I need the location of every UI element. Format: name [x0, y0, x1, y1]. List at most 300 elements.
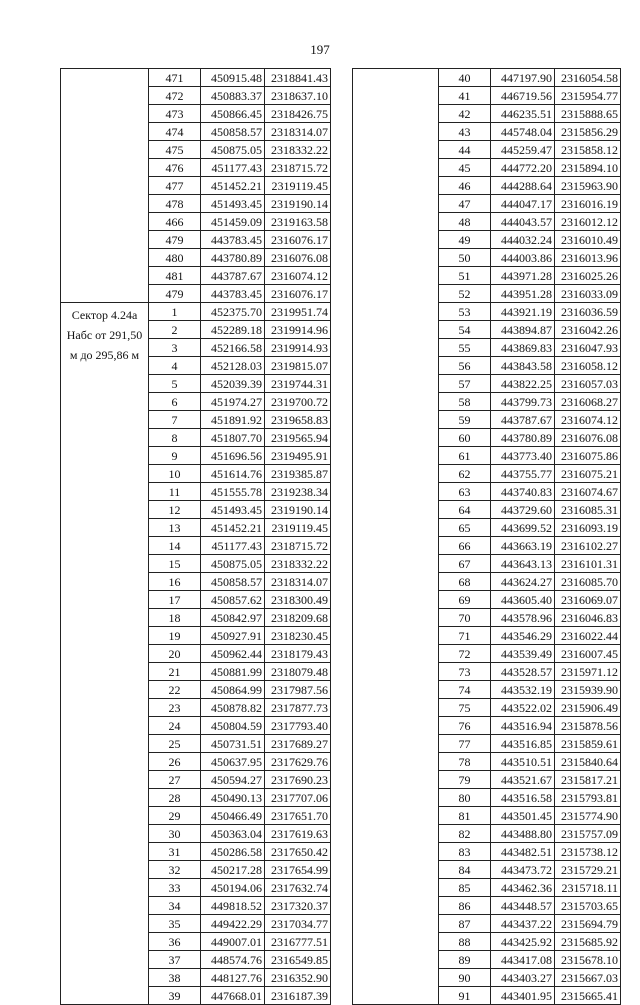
point-number-cell: 37 — [149, 951, 201, 969]
x-coordinate-cell: 451493.45 — [201, 501, 265, 519]
y-coordinate-cell: 2318426.75 — [265, 105, 331, 123]
point-number-cell: 30 — [149, 825, 201, 843]
y-coordinate-cell: 2315694.79 — [555, 915, 621, 933]
y-coordinate-cell: 2316075.86 — [555, 447, 621, 465]
x-coordinate-cell: 450875.05 — [201, 141, 265, 159]
x-coordinate-cell: 448127.76 — [201, 969, 265, 987]
y-coordinate-cell: 2316047.93 — [555, 339, 621, 357]
x-coordinate-cell: 443699.52 — [491, 519, 555, 537]
point-number-cell: 473 — [149, 105, 201, 123]
y-coordinate-cell: 2317320.37 — [265, 897, 331, 915]
point-number-cell: 58 — [439, 393, 491, 411]
x-coordinate-cell: 451452.21 — [201, 177, 265, 195]
point-number-cell: 476 — [149, 159, 201, 177]
point-number-cell: 41 — [439, 87, 491, 105]
y-coordinate-cell: 2317689.27 — [265, 735, 331, 753]
x-coordinate-cell: 451807.70 — [201, 429, 265, 447]
y-coordinate-cell: 2315906.49 — [555, 699, 621, 717]
point-number-cell: 56 — [439, 357, 491, 375]
point-number-cell: 31 — [149, 843, 201, 861]
y-coordinate-cell: 2319565.94 — [265, 429, 331, 447]
x-coordinate-cell: 443539.49 — [491, 645, 555, 663]
y-coordinate-cell: 2318179.43 — [265, 645, 331, 663]
point-number-cell: 81 — [439, 807, 491, 825]
y-coordinate-cell: 2315963.90 — [555, 177, 621, 195]
y-coordinate-cell: 2319815.07 — [265, 357, 331, 375]
y-coordinate-cell: 2318300.49 — [265, 591, 331, 609]
x-coordinate-cell: 451614.76 — [201, 465, 265, 483]
x-coordinate-cell: 450490.13 — [201, 789, 265, 807]
y-coordinate-cell: 2316352.90 — [265, 969, 331, 987]
y-coordinate-cell: 2315939.90 — [555, 681, 621, 699]
x-coordinate-cell: 450927.91 — [201, 627, 265, 645]
y-coordinate-cell: 2318637.10 — [265, 87, 331, 105]
y-coordinate-cell: 2317987.56 — [265, 681, 331, 699]
x-coordinate-cell: 443822.25 — [491, 375, 555, 393]
y-coordinate-cell: 2318715.72 — [265, 537, 331, 555]
point-number-cell: 66 — [439, 537, 491, 555]
x-coordinate-cell: 443403.27 — [491, 969, 555, 987]
y-coordinate-cell: 2315678.10 — [555, 951, 621, 969]
x-coordinate-cell: 443510.51 — [491, 753, 555, 771]
point-number-cell: 42 — [439, 105, 491, 123]
point-number-cell: 475 — [149, 141, 201, 159]
y-coordinate-cell: 2316075.21 — [555, 465, 621, 483]
x-coordinate-cell: 444047.17 — [491, 195, 555, 213]
x-coordinate-cell: 451891.92 — [201, 411, 265, 429]
point-number-cell: 32 — [149, 861, 201, 879]
page-number: 197 — [310, 42, 330, 57]
point-number-cell: 63 — [439, 483, 491, 501]
point-number-cell: 27 — [149, 771, 201, 789]
x-coordinate-cell: 450842.97 — [201, 609, 265, 627]
y-coordinate-cell: 2319163.58 — [265, 213, 331, 231]
x-coordinate-cell: 443773.40 — [491, 447, 555, 465]
y-coordinate-cell: 2316022.44 — [555, 627, 621, 645]
coordinates-table-right — [352, 68, 621, 1005]
point-number-cell: 71 — [439, 627, 491, 645]
x-coordinate-cell: 443663.19 — [491, 537, 555, 555]
y-coordinate-cell: 2315718.11 — [555, 879, 621, 897]
y-coordinate-cell: 2319914.96 — [265, 321, 331, 339]
x-coordinate-cell: 443843.58 — [491, 357, 555, 375]
y-coordinate-cell: 2316101.31 — [555, 555, 621, 573]
x-coordinate-cell: 450883.37 — [201, 87, 265, 105]
point-number-cell: 6 — [149, 393, 201, 411]
x-coordinate-cell: 451177.43 — [201, 537, 265, 555]
x-coordinate-cell: 443522.02 — [491, 699, 555, 717]
y-coordinate-cell: 2316777.51 — [265, 933, 331, 951]
point-number-cell: 11 — [149, 483, 201, 501]
point-number-cell: 472 — [149, 87, 201, 105]
x-coordinate-cell: 446235.51 — [491, 105, 555, 123]
x-coordinate-cell: 450363.04 — [201, 825, 265, 843]
point-number-cell: 13 — [149, 519, 201, 537]
x-coordinate-cell: 449422.29 — [201, 915, 265, 933]
x-coordinate-cell: 443971.28 — [491, 267, 555, 285]
x-coordinate-cell: 450962.44 — [201, 645, 265, 663]
x-coordinate-cell: 450217.28 — [201, 861, 265, 879]
x-coordinate-cell: 443643.13 — [491, 555, 555, 573]
x-coordinate-cell: 443501.45 — [491, 807, 555, 825]
x-coordinate-cell: 450858.57 — [201, 123, 265, 141]
y-coordinate-cell: 2319119.45 — [265, 177, 331, 195]
y-coordinate-cell: 2316010.49 — [555, 231, 621, 249]
point-number-cell: 29 — [149, 807, 201, 825]
x-coordinate-cell: 450594.27 — [201, 771, 265, 789]
point-number-cell: 83 — [439, 843, 491, 861]
x-coordinate-cell: 451459.09 — [201, 213, 265, 231]
point-number-cell: 44 — [439, 141, 491, 159]
point-number-cell: 8 — [149, 429, 201, 447]
point-number-cell: 67 — [439, 555, 491, 573]
x-coordinate-cell: 443894.87 — [491, 321, 555, 339]
point-number-cell: 28 — [149, 789, 201, 807]
point-number-cell: 62 — [439, 465, 491, 483]
point-number-cell: 474 — [149, 123, 201, 141]
y-coordinate-cell: 2317654.99 — [265, 861, 331, 879]
x-coordinate-cell: 450878.82 — [201, 699, 265, 717]
y-coordinate-cell: 2318332.22 — [265, 555, 331, 573]
x-coordinate-cell: 449818.52 — [201, 897, 265, 915]
x-coordinate-cell: 450286.58 — [201, 843, 265, 861]
y-coordinate-cell: 2315729.21 — [555, 861, 621, 879]
point-number-cell: 40 — [439, 69, 491, 87]
point-number-cell: 14 — [149, 537, 201, 555]
x-coordinate-cell: 451452.21 — [201, 519, 265, 537]
y-coordinate-cell: 2315817.21 — [555, 771, 621, 789]
y-coordinate-cell: 2319385.87 — [265, 465, 331, 483]
point-number-cell: 73 — [439, 663, 491, 681]
point-number-cell: 1 — [149, 303, 201, 321]
x-coordinate-cell: 443417.08 — [491, 951, 555, 969]
x-coordinate-cell: 451696.56 — [201, 447, 265, 465]
y-coordinate-cell: 2316074.12 — [555, 411, 621, 429]
y-coordinate-cell: 2318332.22 — [265, 141, 331, 159]
y-coordinate-cell: 2319914.93 — [265, 339, 331, 357]
x-coordinate-cell: 443473.72 — [491, 861, 555, 879]
y-coordinate-cell: 2316013.96 — [555, 249, 621, 267]
y-coordinate-cell: 2319119.45 — [265, 519, 331, 537]
y-coordinate-cell: 2316074.12 — [265, 267, 331, 285]
y-coordinate-cell: 2317619.63 — [265, 825, 331, 843]
sector-label: Сектор 4.24а Набс от 291,50 м до 295,86 м — [61, 303, 149, 1005]
y-coordinate-cell: 2316074.67 — [555, 483, 621, 501]
point-number-cell: 43 — [439, 123, 491, 141]
point-number-cell: 60 — [439, 429, 491, 447]
y-coordinate-cell: 2315859.61 — [555, 735, 621, 753]
x-coordinate-cell: 452375.70 — [201, 303, 265, 321]
point-number-cell: 15 — [149, 555, 201, 573]
y-coordinate-cell: 2316076.17 — [265, 231, 331, 249]
y-coordinate-cell: 2318715.72 — [265, 159, 331, 177]
x-coordinate-cell: 450857.62 — [201, 591, 265, 609]
point-number-cell: 17 — [149, 591, 201, 609]
point-number-cell: 90 — [439, 969, 491, 987]
point-number-cell: 65 — [439, 519, 491, 537]
y-coordinate-cell: 2316057.03 — [555, 375, 621, 393]
point-number-cell: 78 — [439, 753, 491, 771]
table-row — [61, 303, 331, 321]
y-coordinate-cell: 2318314.07 — [265, 123, 331, 141]
point-number-cell: 24 — [149, 717, 201, 735]
point-number-cell: 21 — [149, 663, 201, 681]
point-number-cell: 26 — [149, 753, 201, 771]
x-coordinate-cell: 443740.83 — [491, 483, 555, 501]
y-coordinate-cell: 2316187.39 — [265, 987, 331, 1005]
point-number-cell: 57 — [439, 375, 491, 393]
x-coordinate-cell: 443488.80 — [491, 825, 555, 843]
y-coordinate-cell: 2316012.12 — [555, 213, 621, 231]
x-coordinate-cell: 443521.67 — [491, 771, 555, 789]
x-coordinate-cell: 443516.85 — [491, 735, 555, 753]
x-coordinate-cell: 443482.51 — [491, 843, 555, 861]
y-coordinate-cell: 2316085.31 — [555, 501, 621, 519]
x-coordinate-cell: 447197.90 — [491, 69, 555, 87]
y-coordinate-cell: 2315665.41 — [555, 987, 621, 1005]
x-coordinate-cell: 450866.45 — [201, 105, 265, 123]
table-row — [353, 69, 621, 87]
x-coordinate-cell: 450194.06 — [201, 879, 265, 897]
y-coordinate-cell: 2315858.12 — [555, 141, 621, 159]
y-coordinate-cell: 2315667.03 — [555, 969, 621, 987]
x-coordinate-cell: 445748.04 — [491, 123, 555, 141]
point-number-cell: 77 — [439, 735, 491, 753]
x-coordinate-cell: 445259.47 — [491, 141, 555, 159]
point-number-cell: 18 — [149, 609, 201, 627]
x-coordinate-cell: 451177.43 — [201, 159, 265, 177]
table-row — [61, 69, 331, 87]
y-coordinate-cell: 2315685.92 — [555, 933, 621, 951]
y-coordinate-cell: 2315894.10 — [555, 159, 621, 177]
y-coordinate-cell: 2316054.58 — [555, 69, 621, 87]
x-coordinate-cell: 450881.99 — [201, 663, 265, 681]
y-coordinate-cell: 2317632.74 — [265, 879, 331, 897]
y-coordinate-cell: 2315878.56 — [555, 717, 621, 735]
point-number-cell: 82 — [439, 825, 491, 843]
point-number-cell: 7 — [149, 411, 201, 429]
point-number-cell: 88 — [439, 933, 491, 951]
x-coordinate-cell: 450864.99 — [201, 681, 265, 699]
x-coordinate-cell: 443921.19 — [491, 303, 555, 321]
y-coordinate-cell: 2316016.19 — [555, 195, 621, 213]
point-number-cell: 466 — [149, 213, 201, 231]
y-coordinate-cell: 2317650.42 — [265, 843, 331, 861]
point-number-cell: 87 — [439, 915, 491, 933]
point-number-cell: 39 — [149, 987, 201, 1005]
y-coordinate-cell: 2316033.09 — [555, 285, 621, 303]
y-coordinate-cell: 2316076.08 — [265, 249, 331, 267]
point-number-cell: 36 — [149, 933, 201, 951]
y-coordinate-cell: 2316093.19 — [555, 519, 621, 537]
x-coordinate-cell: 443437.22 — [491, 915, 555, 933]
point-number-cell: 45 — [439, 159, 491, 177]
x-coordinate-cell: 443605.40 — [491, 591, 555, 609]
y-coordinate-cell: 2316102.27 — [555, 537, 621, 555]
y-coordinate-cell: 2317651.70 — [265, 807, 331, 825]
x-coordinate-cell: 443780.89 — [491, 429, 555, 447]
point-number-cell: 481 — [149, 267, 201, 285]
point-number-cell: 54 — [439, 321, 491, 339]
y-coordinate-cell: 2316085.70 — [555, 573, 621, 591]
y-coordinate-cell: 2316042.26 — [555, 321, 621, 339]
point-number-cell: 79 — [439, 771, 491, 789]
x-coordinate-cell: 444288.64 — [491, 177, 555, 195]
y-coordinate-cell: 2316076.17 — [265, 285, 331, 303]
x-coordinate-cell: 449007.01 — [201, 933, 265, 951]
y-coordinate-cell: 2316058.12 — [555, 357, 621, 375]
x-coordinate-cell: 443783.45 — [201, 231, 265, 249]
y-coordinate-cell: 2317034.77 — [265, 915, 331, 933]
x-coordinate-cell: 452289.18 — [201, 321, 265, 339]
point-number-cell: 51 — [439, 267, 491, 285]
y-coordinate-cell: 2315703.65 — [555, 897, 621, 915]
point-number-cell: 9 — [149, 447, 201, 465]
y-coordinate-cell: 2319744.31 — [265, 375, 331, 393]
y-coordinate-cell: 2315793.81 — [555, 789, 621, 807]
y-coordinate-cell: 2317707.06 — [265, 789, 331, 807]
x-coordinate-cell: 443787.67 — [201, 267, 265, 285]
x-coordinate-cell: 444043.57 — [491, 213, 555, 231]
x-coordinate-cell: 443546.29 — [491, 627, 555, 645]
point-number-cell: 50 — [439, 249, 491, 267]
x-coordinate-cell: 443516.94 — [491, 717, 555, 735]
point-number-cell: 53 — [439, 303, 491, 321]
x-coordinate-cell: 450637.95 — [201, 753, 265, 771]
y-coordinate-cell: 2319658.83 — [265, 411, 331, 429]
x-coordinate-cell: 450731.51 — [201, 735, 265, 753]
y-coordinate-cell: 2316007.45 — [555, 645, 621, 663]
y-coordinate-cell: 2319238.34 — [265, 483, 331, 501]
y-coordinate-cell: 2318230.45 — [265, 627, 331, 645]
point-number-cell: 3 — [149, 339, 201, 357]
y-coordinate-cell: 2316036.59 — [555, 303, 621, 321]
point-number-cell: 89 — [439, 951, 491, 969]
x-coordinate-cell: 452039.39 — [201, 375, 265, 393]
y-coordinate-cell: 2316025.26 — [555, 267, 621, 285]
x-coordinate-cell: 443951.28 — [491, 285, 555, 303]
point-number-cell: 16 — [149, 573, 201, 591]
y-coordinate-cell: 2319190.14 — [265, 501, 331, 519]
y-coordinate-cell: 2317793.40 — [265, 717, 331, 735]
point-number-cell: 2 — [149, 321, 201, 339]
x-coordinate-cell: 443425.92 — [491, 933, 555, 951]
point-number-cell: 55 — [439, 339, 491, 357]
point-number-cell: 47 — [439, 195, 491, 213]
x-coordinate-cell: 443869.83 — [491, 339, 555, 357]
y-coordinate-cell: 2318841.43 — [265, 69, 331, 87]
y-coordinate-cell: 2316076.08 — [555, 429, 621, 447]
point-number-cell: 84 — [439, 861, 491, 879]
point-number-cell: 22 — [149, 681, 201, 699]
x-coordinate-cell: 443799.73 — [491, 393, 555, 411]
y-coordinate-cell: 2315774.90 — [555, 807, 621, 825]
x-coordinate-cell: 443448.57 — [491, 897, 555, 915]
point-number-cell: 49 — [439, 231, 491, 249]
x-coordinate-cell: 450858.57 — [201, 573, 265, 591]
point-number-cell: 20 — [149, 645, 201, 663]
y-coordinate-cell: 2317877.73 — [265, 699, 331, 717]
point-number-cell: 59 — [439, 411, 491, 429]
y-coordinate-cell: 2315954.77 — [555, 87, 621, 105]
x-coordinate-cell: 447668.01 — [201, 987, 265, 1005]
point-number-cell: 86 — [439, 897, 491, 915]
point-number-cell: 19 — [149, 627, 201, 645]
point-number-cell: 68 — [439, 573, 491, 591]
y-coordinate-cell: 2317690.23 — [265, 771, 331, 789]
point-number-cell: 70 — [439, 609, 491, 627]
x-coordinate-cell: 444032.24 — [491, 231, 555, 249]
sector-empty-cell — [353, 69, 439, 1005]
x-coordinate-cell: 443783.45 — [201, 285, 265, 303]
x-coordinate-cell: 450915.48 — [201, 69, 265, 87]
point-number-cell: 75 — [439, 699, 491, 717]
y-coordinate-cell: 2319951.74 — [265, 303, 331, 321]
point-number-cell: 33 — [149, 879, 201, 897]
x-coordinate-cell: 451974.27 — [201, 393, 265, 411]
point-number-cell: 69 — [439, 591, 491, 609]
point-number-cell: 46 — [439, 177, 491, 195]
y-coordinate-cell: 2316046.83 — [555, 609, 621, 627]
x-coordinate-cell: 443532.19 — [491, 681, 555, 699]
y-coordinate-cell: 2318314.07 — [265, 573, 331, 591]
y-coordinate-cell: 2318209.68 — [265, 609, 331, 627]
x-coordinate-cell: 450875.05 — [201, 555, 265, 573]
y-coordinate-cell: 2319495.91 — [265, 447, 331, 465]
x-coordinate-cell: 443401.95 — [491, 987, 555, 1005]
y-coordinate-cell: 2317629.76 — [265, 753, 331, 771]
x-coordinate-cell: 450466.49 — [201, 807, 265, 825]
point-number-cell: 10 — [149, 465, 201, 483]
point-number-cell: 80 — [439, 789, 491, 807]
y-coordinate-cell: 2315856.29 — [555, 123, 621, 141]
coordinates-table-left — [60, 68, 331, 1005]
point-number-cell: 38 — [149, 969, 201, 987]
point-number-cell: 12 — [149, 501, 201, 519]
x-coordinate-cell: 443729.60 — [491, 501, 555, 519]
x-coordinate-cell: 451493.45 — [201, 195, 265, 213]
point-number-cell: 52 — [439, 285, 491, 303]
y-coordinate-cell: 2318079.48 — [265, 663, 331, 681]
y-coordinate-cell: 2315971.12 — [555, 663, 621, 681]
point-number-cell: 61 — [439, 447, 491, 465]
point-number-cell: 471 — [149, 69, 201, 87]
y-coordinate-cell: 2315888.65 — [555, 105, 621, 123]
x-coordinate-cell: 443462.36 — [491, 879, 555, 897]
x-coordinate-cell: 444003.86 — [491, 249, 555, 267]
x-coordinate-cell: 448574.76 — [201, 951, 265, 969]
x-coordinate-cell: 443528.57 — [491, 663, 555, 681]
point-number-cell: 479 — [149, 285, 201, 303]
point-number-cell: 5 — [149, 375, 201, 393]
x-coordinate-cell: 443624.27 — [491, 573, 555, 591]
y-coordinate-cell: 2316069.07 — [555, 591, 621, 609]
point-number-cell: 74 — [439, 681, 491, 699]
x-coordinate-cell: 443787.67 — [491, 411, 555, 429]
x-coordinate-cell: 443780.89 — [201, 249, 265, 267]
y-coordinate-cell: 2316549.85 — [265, 951, 331, 969]
point-number-cell: 91 — [439, 987, 491, 1005]
x-coordinate-cell: 443578.96 — [491, 609, 555, 627]
point-number-cell: 72 — [439, 645, 491, 663]
x-coordinate-cell: 443755.77 — [491, 465, 555, 483]
point-number-cell: 479 — [149, 231, 201, 249]
point-number-cell: 23 — [149, 699, 201, 717]
point-number-cell: 76 — [439, 717, 491, 735]
x-coordinate-cell: 444772.20 — [491, 159, 555, 177]
point-number-cell: 64 — [439, 501, 491, 519]
y-coordinate-cell: 2315840.64 — [555, 753, 621, 771]
